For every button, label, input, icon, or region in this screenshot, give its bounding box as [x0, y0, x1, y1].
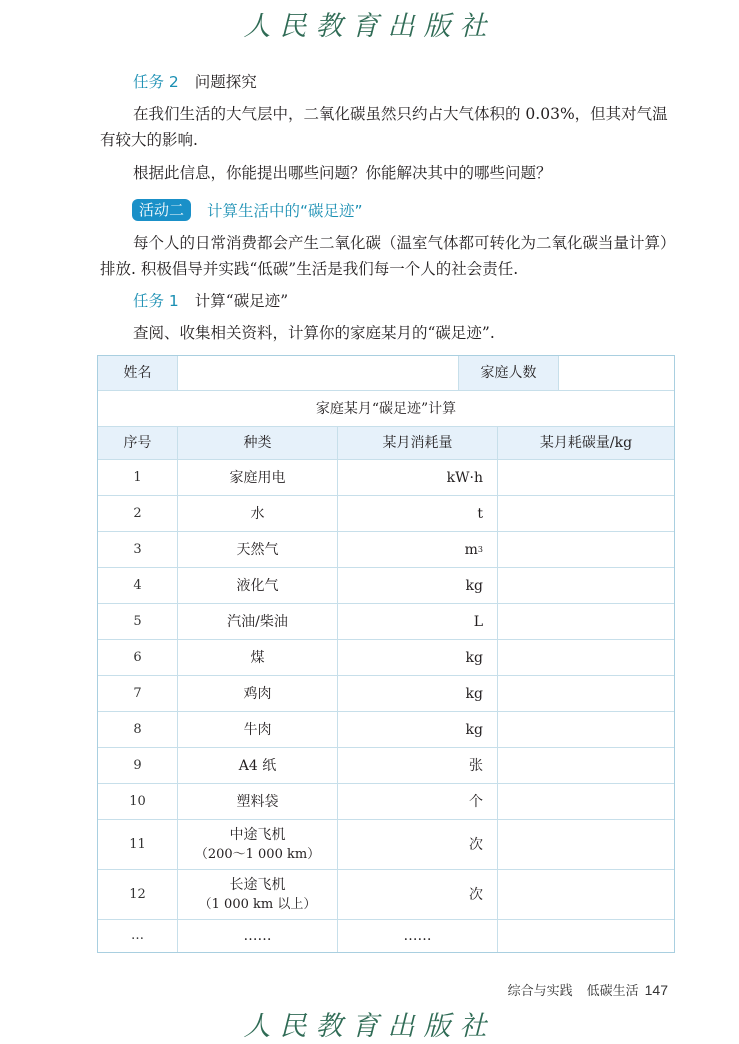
- row-kind-sub: （1 000 km 以上）: [198, 896, 317, 912]
- header-kind: 种类: [178, 427, 338, 459]
- row-carbon[interactable]: [498, 568, 674, 603]
- row-no: 12: [98, 870, 178, 919]
- row-kind: 天然气: [178, 532, 338, 567]
- table-row: [98, 870, 674, 920]
- row-no: …: [98, 920, 178, 952]
- footer-section: 低碳生活: [586, 984, 639, 999]
- table-row: [98, 532, 674, 568]
- row-unit-text: m: [464, 541, 478, 558]
- row-no: 5: [98, 604, 178, 639]
- row-kind: [178, 820, 338, 869]
- table-row: [98, 784, 674, 820]
- task2-paragraph-2: [100, 160, 678, 186]
- row-carbon[interactable]: [498, 532, 674, 567]
- row-no: 9: [98, 748, 178, 783]
- row-kind: 水: [178, 496, 338, 531]
- row-no: 4: [98, 568, 178, 603]
- row-unit[interactable]: kg: [338, 676, 498, 711]
- publisher-logo-bottom: 人民教育出版社: [243, 1011, 496, 1042]
- row-no: 8: [98, 712, 178, 747]
- row-kind: 家庭用电: [178, 460, 338, 495]
- activity2-paragraph: [100, 230, 678, 282]
- row-carbon[interactable]: [498, 820, 674, 869]
- table-row: [98, 604, 674, 640]
- row-carbon[interactable]: [498, 712, 674, 747]
- family-count-field[interactable]: [559, 356, 674, 390]
- row-unit[interactable]: t: [338, 496, 498, 531]
- row-kind-main: 中途飞机: [229, 826, 286, 843]
- header-no: 序号: [98, 427, 178, 459]
- row-carbon[interactable]: [498, 460, 674, 495]
- footer-chapter: 综合与实践: [507, 984, 573, 999]
- row-kind: 塑料袋: [178, 784, 338, 819]
- task2-heading: [133, 69, 257, 95]
- task1-paragraph-text: 查阅、收集相关资料，计算你的家庭某月的“碳足迹”.: [133, 324, 495, 342]
- row-carbon[interactable]: [498, 870, 674, 919]
- task1-heading: [133, 288, 288, 314]
- row-carbon[interactable]: [498, 496, 674, 531]
- row-unit[interactable]: 张: [338, 748, 498, 783]
- row-kind: ……: [178, 920, 338, 952]
- table-row: [98, 496, 674, 532]
- table-row: [98, 820, 674, 870]
- carbon-footprint-table: [97, 355, 675, 953]
- table-row: [98, 568, 674, 604]
- row-carbon[interactable]: [498, 748, 674, 783]
- row-unit[interactable]: 个: [338, 784, 498, 819]
- family-count-label: 家庭人数: [459, 356, 559, 390]
- row-unit[interactable]: 次: [338, 870, 498, 919]
- row-unit[interactable]: L: [338, 604, 498, 639]
- table-row-ellipsis: [98, 920, 674, 952]
- task2-paragraph-1-text: 在我们生活的大气层中，二氧化碳虽然只约占大气体积的 0.03%，但其对气温有较大的影响.: [100, 105, 668, 149]
- row-carbon[interactable]: [498, 920, 674, 952]
- activity2-heading: [132, 198, 363, 222]
- table-name-row: [98, 356, 674, 391]
- task1-title: 计算“碳足迹”: [194, 292, 289, 310]
- header-carbon: 某月耗碳量/kg: [539, 435, 633, 451]
- table-row: [98, 748, 674, 784]
- table-header-row: [98, 427, 674, 460]
- row-unit[interactable]: kg: [338, 640, 498, 675]
- row-no: 1: [98, 460, 178, 495]
- activity2-paragraph-text: 每个人的日常消费都会产生二氧化碳（温室气体都可转化为二氧化碳当量计算）排放. 积极倡导并实践“低碳”生活是我们每一个人的社会责任.: [100, 234, 676, 278]
- row-unit-superscript: 3: [477, 544, 483, 554]
- page-footer: [508, 980, 668, 999]
- row-no: 2: [98, 496, 178, 531]
- activity2-title: 计算生活中的“碳足迹”: [207, 202, 363, 220]
- name-field[interactable]: [178, 356, 459, 390]
- row-carbon[interactable]: [498, 640, 674, 675]
- row-kind: [178, 870, 338, 919]
- activity2-badge: 活动二: [132, 199, 191, 221]
- row-no: 11: [98, 820, 178, 869]
- row-unit: ……: [338, 920, 498, 952]
- row-carbon[interactable]: [498, 784, 674, 819]
- row-kind: 牛肉: [178, 712, 338, 747]
- row-no: 7: [98, 676, 178, 711]
- task1-label: 任务 1: [133, 292, 179, 310]
- row-kind: 煤: [178, 640, 338, 675]
- row-kind-main: 长途飞机: [229, 876, 286, 893]
- row-no: 3: [98, 532, 178, 567]
- header-consumption: 某月消耗量: [338, 427, 498, 459]
- page-number: 147: [644, 982, 668, 998]
- table-row: [98, 460, 674, 496]
- row-unit[interactable]: 次: [338, 820, 498, 869]
- task1-paragraph: [100, 320, 678, 346]
- row-kind: 鸡肉: [178, 676, 338, 711]
- row-no: 6: [98, 640, 178, 675]
- publisher-logo-top: 人民教育出版社: [243, 11, 496, 42]
- row-kind: A4 纸: [178, 748, 338, 783]
- row-unit[interactable]: kg: [338, 568, 498, 603]
- row-carbon[interactable]: [498, 604, 674, 639]
- row-unit[interactable]: kg: [338, 712, 498, 747]
- row-kind: 液化气: [178, 568, 338, 603]
- row-kind-sub: （200～1 000 km）: [194, 846, 321, 862]
- task2-label: 任务 2: [133, 73, 179, 91]
- table-row: [98, 676, 674, 712]
- task2-paragraph-1: [100, 101, 678, 153]
- row-carbon[interactable]: [498, 676, 674, 711]
- name-label: 姓名: [98, 356, 178, 390]
- task2-paragraph-2-text: 根据此信息，你能提出哪些问题？你能解决其中的哪些问题？: [133, 164, 552, 182]
- table-caption-row: [98, 391, 674, 427]
- row-unit[interactable]: kW·h: [338, 460, 498, 495]
- task2-title: 问题探究: [194, 73, 257, 91]
- row-kind: 汽油/柴油: [178, 604, 338, 639]
- table-row: [98, 712, 674, 748]
- table-caption: 家庭某月“碳足迹”计算: [315, 400, 457, 417]
- table-row: [98, 640, 674, 676]
- row-unit[interactable]: [338, 532, 498, 567]
- row-no: 10: [98, 784, 178, 819]
